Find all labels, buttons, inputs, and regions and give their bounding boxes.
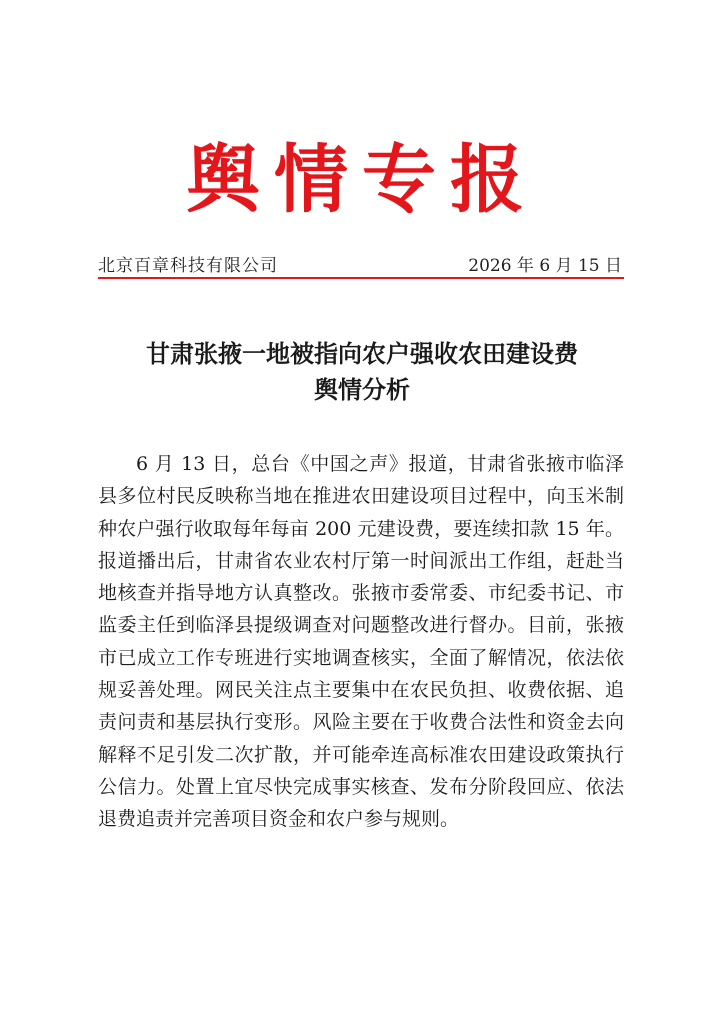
header-info-row xyxy=(98,254,624,278)
header-divider xyxy=(98,277,624,279)
article-body: 6 月 13 日，总台《中国之声》报道，甘肃省张掖市临泽县多位村民反映称当地在推进农田建设项目过程中，向玉米制种农户强行收取每年每亩 200 元建设费，要连续扣款 15 年。报道播出后，甘肃省农业农村厅第一时间派出工作组，赶赴当地核查并指导地方认真整改。张掖市委常委、市纪委书记、市监委主任到临泽县提级调查对问题整改进行督办。目前，张掖市已成立工作专班进行实地调查核实，全面了解情况，依法依规妥善处理。网民关注点主要集中在农民负担、收费依据、追责问责和基层执行变形。风险主要在于收费合法性和资金去向解释不足引发二次扩散，并可能牵连高标准农田建设政策执行公信力。处置上宜尽快完成事实核查、发布分阶段回应、依法退费追责并完善项目资金和农户参与规则。 xyxy=(98,453,624,831)
organization-name: 北京百章科技有限公司 xyxy=(98,256,278,276)
report-date: 2026 年 6 月 15 日 xyxy=(468,256,622,276)
article-title-line-2: 舆情分析 xyxy=(314,376,410,404)
masthead-title: 舆情专报 xyxy=(186,137,538,223)
article-title xyxy=(60,336,664,408)
article-title-line-1: 甘肃张掖一地被指向农户强收农田建设费 xyxy=(146,340,578,368)
